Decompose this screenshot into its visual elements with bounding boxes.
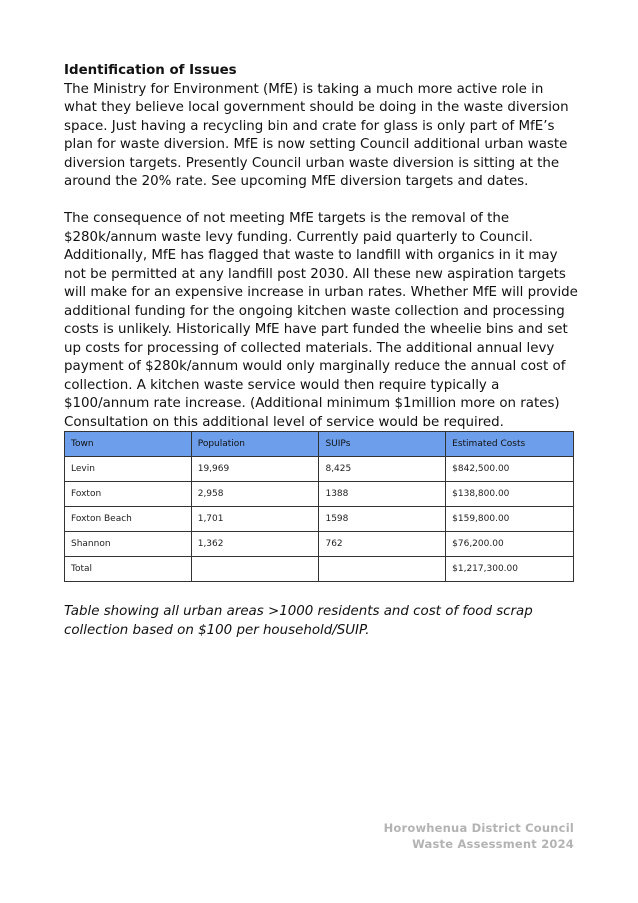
cell-town: Shannon <box>65 532 192 557</box>
footer-organization: Horowhenua District Council <box>383 821 574 835</box>
cell-town: Levin <box>65 457 192 482</box>
cell-suips: 1388 <box>319 482 446 507</box>
cell-total-label: Total <box>65 557 192 582</box>
cell-town: Foxton <box>65 482 192 507</box>
cell-population <box>191 557 319 582</box>
cell-population: 19,969 <box>191 457 319 482</box>
cell-estimated-cost: $138,800.00 <box>446 482 574 507</box>
page-footer <box>384 820 574 852</box>
cell-population: 1,362 <box>191 532 319 557</box>
header-estimated-costs: Estimated Costs <box>446 432 574 457</box>
table-row <box>65 457 574 482</box>
header-population: Population <box>191 432 319 457</box>
section-heading: Identification of Issues <box>64 63 237 78</box>
paragraph-1: The Ministry for Environment (MfE) is taking a much more active role in what they believe local government should be doing in the waste diversion space. Just having a recycling bin and crate for glass is only part of MfE’s plan for waste diversion. MfE is now setting Council additional urban waste diversion targets. Presently Council urban waste diversion is sitting at the around the 20% rate. See upcoming MfE diversion targets and dates. <box>64 81 569 189</box>
table-header-row <box>65 432 574 457</box>
cost-table <box>64 431 574 582</box>
paragraph-2: The consequence of not meeting MfE targets is the removal of the $280k/annum waste levy funding. Currently paid quarterly to Council. Additionally, MfE has flagged that waste to landfill with organics in it may not be permitted at any landfill post 2030. All these new aspiration targets will make for an expensive increase in urban rates. Whether MfE will provide additional funding for the ongoing kitchen waste collection and processing costs is unlikely. Historically MfE have part funded the wheelie bins and set up costs for processing of collected materials. The additional annual levy payment of $280k/annum would only marginally reduce the annual cost of collection. A kitchen waste service would then require typically a $100/annum rate increase. (Additional minimum $1million more on rates) Consultation on this additional level of service would be required. <box>64 211 578 430</box>
footer-document-title: Waste Assessment 2024 <box>412 837 574 851</box>
cell-suips: 762 <box>319 532 446 557</box>
header-town: Town <box>65 432 192 457</box>
header-suips: SUIPs <box>319 432 446 457</box>
cell-estimated-cost: $159,800.00 <box>446 507 574 532</box>
cell-suips <box>319 557 446 582</box>
cell-population: 2,958 <box>191 482 319 507</box>
cell-suips: 1598 <box>319 507 446 532</box>
cell-estimated-cost: $76,200.00 <box>446 532 574 557</box>
cell-town: Foxton Beach <box>65 507 192 532</box>
table-caption: Table showing all urban areas >1000 residents and cost of food scrap collection based on $100 per household/SUIP. <box>64 604 533 638</box>
cell-suips: 8,425 <box>319 457 446 482</box>
cell-population: 1,701 <box>191 507 319 532</box>
cell-total-cost: $1,217,300.00 <box>446 557 574 582</box>
table-row <box>65 507 574 532</box>
main-content <box>64 62 578 432</box>
table-row <box>65 482 574 507</box>
table-total-row <box>65 557 574 582</box>
cell-estimated-cost: $842,500.00 <box>446 457 574 482</box>
table-row <box>65 532 574 557</box>
